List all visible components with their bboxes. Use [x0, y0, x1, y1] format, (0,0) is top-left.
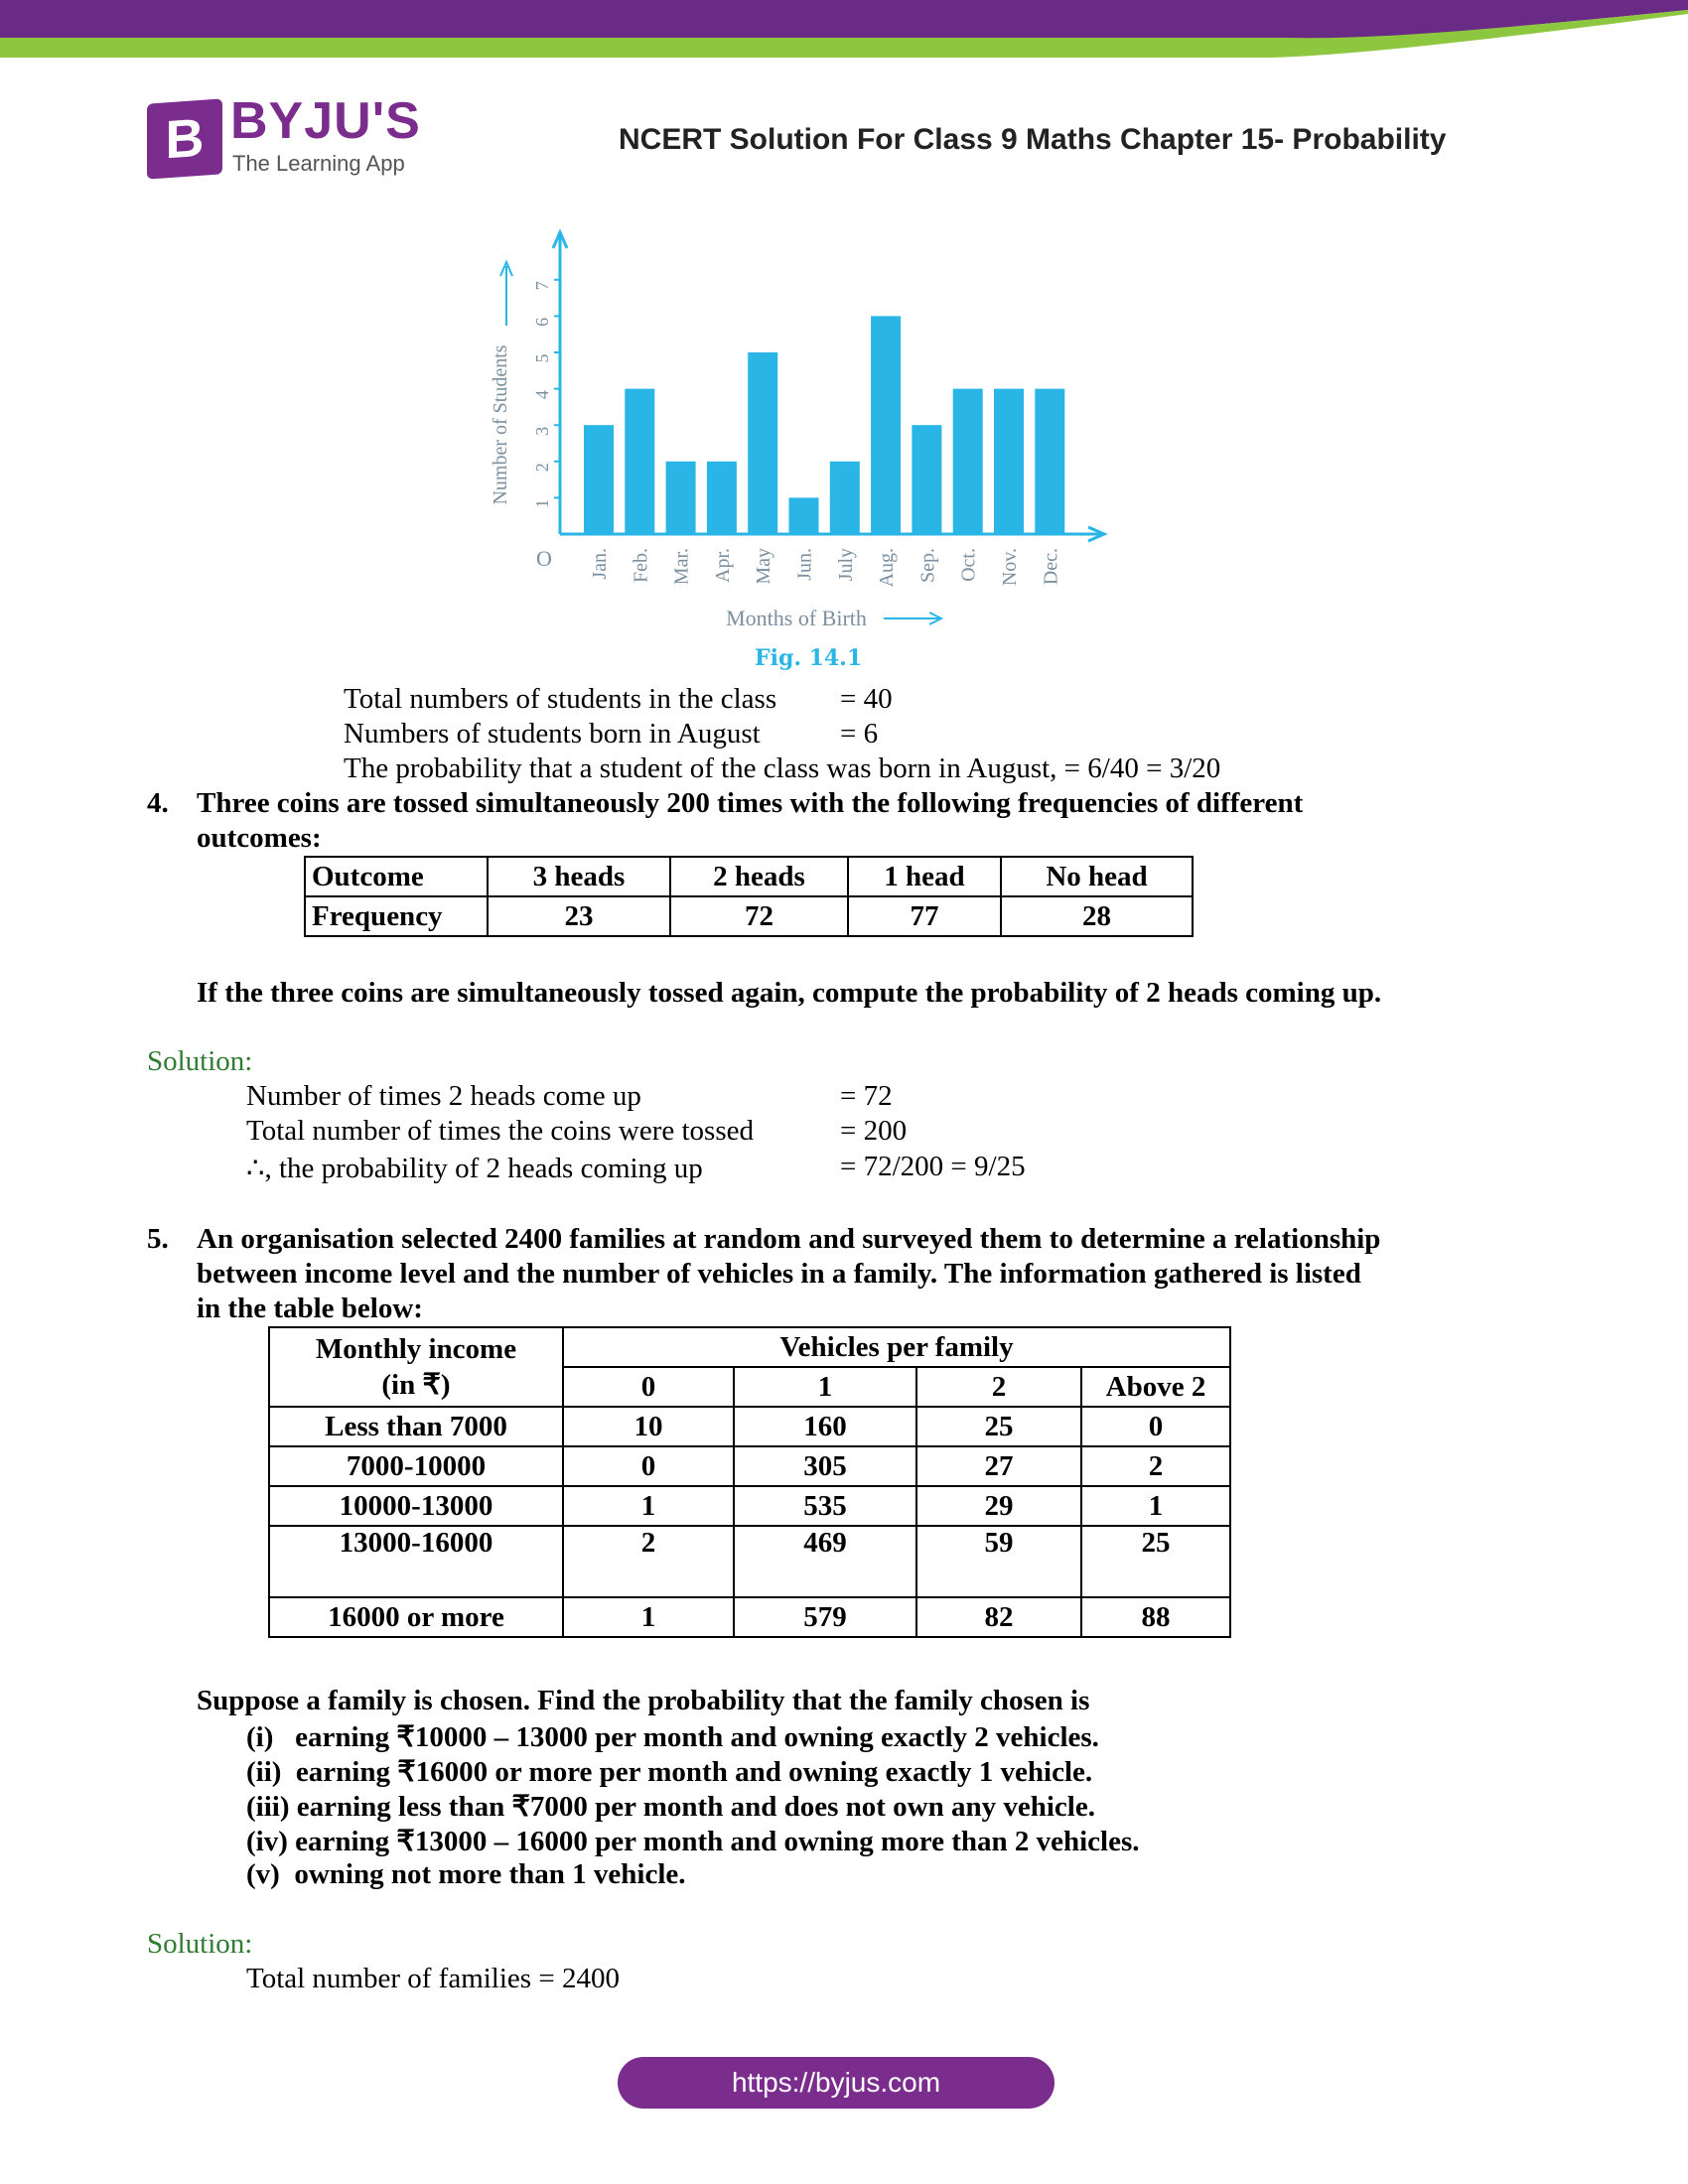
bar-aug: [871, 316, 901, 534]
q4-solution-label-3: ∴, the probability of 2 heads coming up: [246, 1153, 703, 1184]
origin-label: O: [536, 546, 552, 571]
income-header-cell: [269, 1327, 563, 1407]
table-cell: 0: [1081, 1407, 1230, 1446]
bar-july: [830, 462, 860, 534]
table-row: [269, 1446, 1230, 1486]
q3-total-label: Total numbers of students in the class: [344, 683, 777, 715]
vehicles-header-cell: Vehicles per family: [563, 1327, 1230, 1367]
table-cell: 59: [916, 1526, 1081, 1597]
table-cell: 2 heads: [670, 857, 848, 896]
table-cell: Above 2: [1081, 1367, 1230, 1407]
table-row: [305, 857, 1193, 896]
q3-august-label: Numbers of students born in August: [344, 718, 761, 750]
q5-part-v: (v) owning not more than 1 vehicle.: [246, 1858, 686, 1890]
table-cell: 2: [563, 1526, 734, 1597]
bar-dec: [1035, 389, 1064, 534]
q4-solution-value-3: = 72/200 = 9/25: [840, 1151, 1026, 1182]
table-row: [269, 1526, 1230, 1597]
table-cell: 29: [916, 1486, 1081, 1526]
q3-total-value: = 40: [840, 683, 893, 715]
q5-part-i: (i) earning ₹10000 – 13000 per month and owning exactly 2 vehicles.: [246, 1721, 1099, 1753]
table-cell: 28: [1001, 896, 1193, 936]
table-cell: 1: [563, 1597, 734, 1637]
q5-solution-label: Solution:: [147, 1928, 253, 1960]
x-tick-label: Oct.: [957, 548, 980, 582]
y-axis-label: Number of Students: [490, 344, 511, 505]
bar-mar: [666, 462, 696, 534]
q5-solution-line: Total number of families = 2400: [246, 1963, 620, 1994]
table-cell: 2: [1081, 1446, 1230, 1486]
table-cell: 82: [916, 1597, 1081, 1637]
table-cell: Frequency: [305, 896, 488, 936]
q5-part-iv: (iv) earning ₹13000 – 16000 per month and owning more than 2 vehicles.: [246, 1826, 1140, 1857]
q5-text-line1: An organisation selected 2400 families at random and surveyed them to determine a relationship: [197, 1223, 1381, 1255]
q4-frequency-table: [304, 856, 1194, 937]
table-cell: 0: [563, 1367, 734, 1407]
y-tick-label: 7: [532, 281, 552, 291]
table-cell: 3 heads: [488, 857, 670, 896]
bar-oct: [953, 389, 983, 534]
table-cell: 27: [916, 1446, 1081, 1486]
logo-tagline: The Learning App: [232, 151, 405, 176]
q4-solution-label: Solution:: [147, 1045, 253, 1077]
income-header-line2: (in ₹): [381, 1369, 451, 1401]
q4-text-line1: Three coins are tossed simultaneously 200 times with the following frequencies of different: [197, 787, 1304, 819]
table-row: [269, 1327, 1230, 1367]
bar-jun: [789, 497, 819, 534]
table-cell: 1: [1081, 1486, 1230, 1526]
table-cell: 13000-16000: [269, 1526, 563, 1597]
x-tick-label: July: [834, 548, 857, 582]
y-tick-label: 5: [532, 353, 552, 363]
x-tick-label: Jan.: [589, 548, 611, 580]
table-row: [305, 896, 1193, 936]
q5-part-ii: (ii) earning ₹16000 or more per month and owning exactly 1 vehicle.: [246, 1756, 1093, 1788]
bar-apr: [707, 462, 737, 534]
q4-solution-label-1: Number of times 2 heads come up: [246, 1080, 641, 1112]
income-header-line1: Monthly income: [315, 1333, 517, 1365]
table-cell: 77: [848, 896, 1001, 936]
x-axis-label: Months of Birth: [726, 606, 867, 630]
table-cell: 469: [734, 1526, 916, 1597]
bar-may: [748, 352, 777, 534]
table-cell: 1: [734, 1367, 916, 1407]
table-cell: 16000 or more: [269, 1597, 563, 1637]
table-cell: No head: [1001, 857, 1193, 896]
q3-probability: The probability that a student of the class was born in August, = 6/40 = 3/20: [344, 752, 1221, 784]
q5-text-line3: in the table below:: [197, 1293, 423, 1324]
q5-income-vehicle-table: [268, 1326, 1231, 1638]
bar-chart: [477, 226, 1112, 643]
bar-jan: [584, 425, 614, 534]
q5-text-line2: between income level and the number of vehicles in a family. The information gathered is listed: [197, 1258, 1361, 1290]
bar-feb: [625, 389, 654, 534]
table-row: [269, 1407, 1230, 1446]
q5-number: 5.: [147, 1223, 169, 1255]
q3-august-value: = 6: [840, 718, 879, 750]
x-tick-label: Aug.: [876, 548, 899, 588]
table-cell: 72: [670, 896, 848, 936]
table-cell: 25: [1081, 1526, 1230, 1597]
x-tick-label: Sep.: [916, 548, 939, 583]
table-cell: 10000-13000: [269, 1486, 563, 1526]
x-tick-label: Dec.: [1040, 548, 1062, 586]
table-row: [269, 1486, 1230, 1526]
bar-nov: [994, 389, 1024, 534]
table-cell: 579: [734, 1597, 916, 1637]
x-tick-label: Feb.: [630, 548, 652, 583]
figure-caption: Fig. 14.1: [755, 645, 863, 671]
q5-part-iii: (iii) earning less than ₹7000 per month and does not own any vehicle.: [246, 1791, 1095, 1823]
q4-number: 4.: [147, 787, 169, 819]
byjus-logo: [147, 92, 435, 183]
logo-name: BYJU'S: [230, 92, 421, 150]
q4-solution-label-2: Total number of times the coins were tossed: [246, 1115, 754, 1147]
q4-solution-value-2: = 200: [840, 1115, 908, 1147]
table-cell: 25: [916, 1407, 1081, 1446]
table-cell: 0: [563, 1446, 734, 1486]
table-cell: 305: [734, 1446, 916, 1486]
bar-sep: [912, 425, 941, 534]
table-cell: Outcome: [305, 857, 488, 896]
logo-mark: B: [147, 98, 222, 179]
q4-text-line2: outcomes:: [197, 822, 322, 854]
table-cell: Less than 7000: [269, 1407, 563, 1446]
table-cell: 23: [488, 896, 670, 936]
table-cell: 535: [734, 1486, 916, 1526]
footer-url-link[interactable]: https://byjus.com: [618, 2057, 1055, 2109]
table-row: [269, 1597, 1230, 1637]
q4-solution-value-1: = 72: [840, 1080, 893, 1112]
y-tick-label: 6: [532, 317, 552, 327]
x-tick-label: Nov.: [999, 548, 1021, 587]
y-tick-label: 2: [532, 463, 552, 473]
table-cell: 1 head: [848, 857, 1001, 896]
x-tick-label: Jun.: [793, 548, 816, 581]
table-cell: 88: [1081, 1597, 1230, 1637]
table-cell: 2: [916, 1367, 1081, 1407]
x-tick-label: Apr.: [711, 548, 734, 583]
top-banner: [0, 0, 1688, 60]
page-title: NCERT Solution For Class 9 Maths Chapter 15- Probability: [619, 123, 1447, 156]
x-tick-label: May: [753, 548, 775, 585]
table-cell: 1: [563, 1486, 734, 1526]
y-tick-label: 4: [532, 390, 552, 400]
y-tick-label: 1: [532, 498, 552, 508]
q5-prompt: Suppose a family is chosen. Find the probability that the family chosen is: [197, 1685, 1090, 1716]
table-cell: 160: [734, 1407, 916, 1446]
x-tick-label: Mar.: [670, 548, 693, 586]
y-tick-label: 3: [532, 426, 552, 436]
table-cell: 7000-10000: [269, 1446, 563, 1486]
table-cell: 10: [563, 1407, 734, 1446]
q4-question: If the three coins are simultaneously tossed again, compute the probability of 2 heads coming up.: [197, 977, 1382, 1009]
